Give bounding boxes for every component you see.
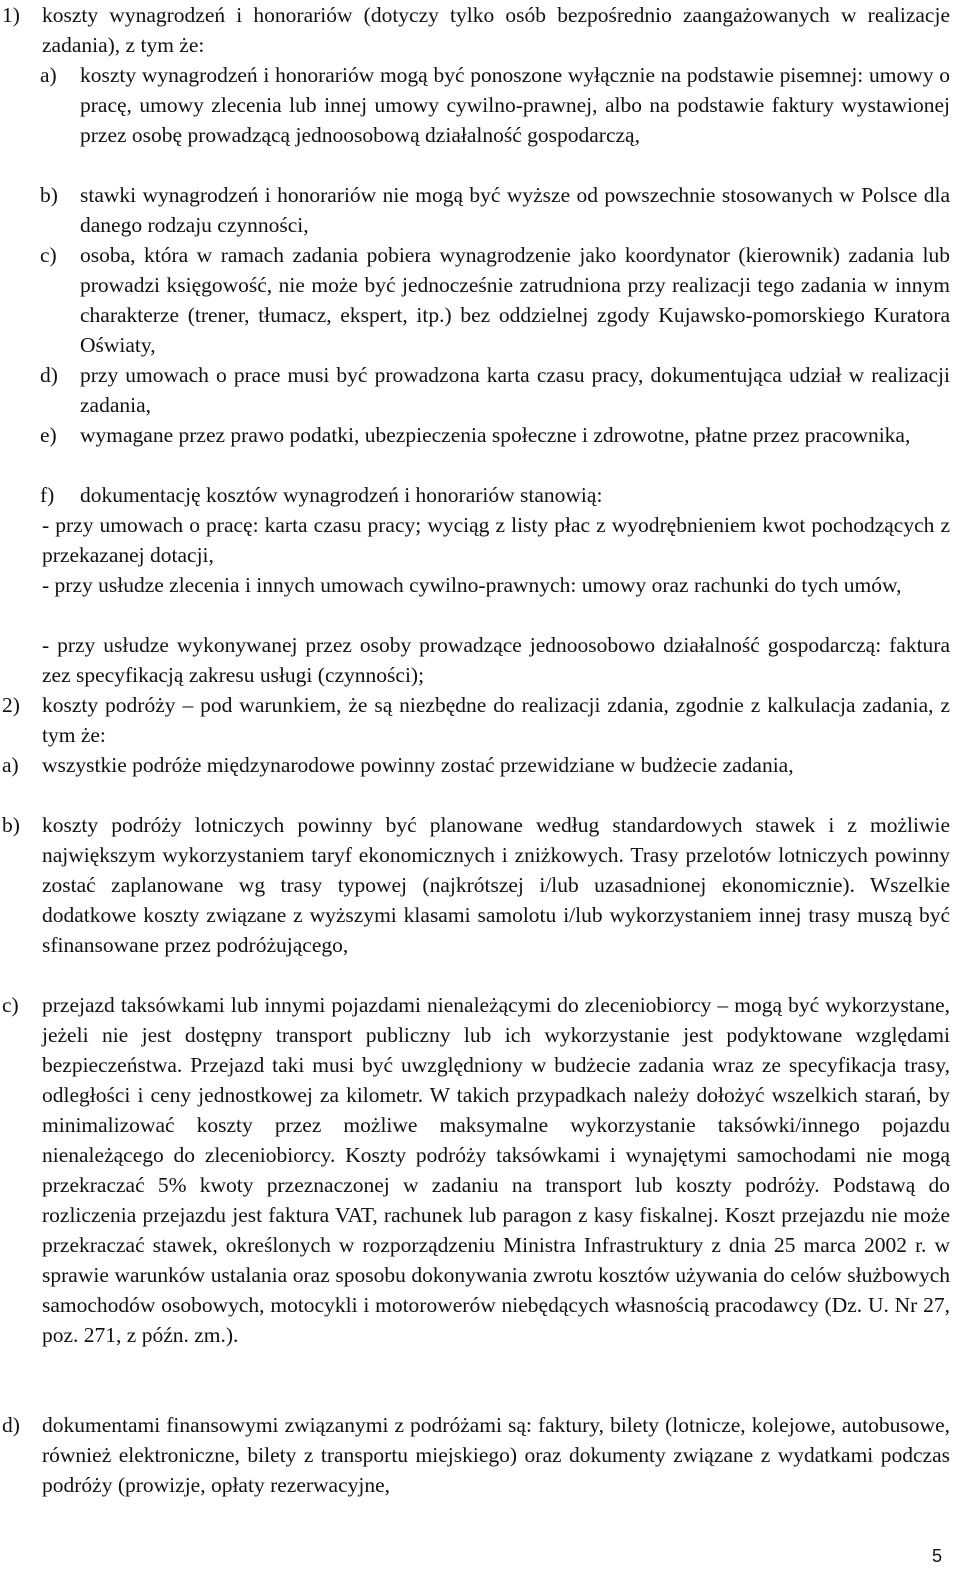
item-marker: a) bbox=[2, 753, 19, 777]
item-marker: f) bbox=[40, 483, 55, 507]
item-text: osoba, która w ramach zadania pobiera wynagrodzenie jako koordynator (kierownik) zadania lub prowadzi księgowość, nie może być jednocześnie zatrudniona przy realizacji tego zadania w innym charakterze (trener, tłumacz, ekspert, itp.) bez oddzielnej zgody Kujawsko-pomorskiego Kuratora Oświaty, bbox=[80, 243, 950, 357]
section-2-item-d bbox=[2, 1410, 950, 1500]
item-text: dokumentację kosztów wynagrodzeń i honorariów stanowią: bbox=[80, 483, 603, 507]
section-1-item-e bbox=[40, 420, 950, 450]
item-text: przejazd taksówkami lub innymi pojazdami nienależącymi do zleceniobiorcy – mogą być wykorzystane, jeżeli nie jest dostępny transport publiczny lub ich wykorzystanie jest podyktowane względami bezpieczeństwa. Przejazd taki musi być uwzględniony w budżecie zadania wraz ze specyfikacja trasy, odległości i ceny jednostkowej za kilometr. W takich przypadkach należy dołożyć wszelkich starań, by minimalizować koszty przez możliwe maksymalne wykorzystanie taksówki/innego pojazdu nienależącego do zleceniobiorcy. Koszty podróży taksówkami i wynajętymi samochodami nie mogą przekraczać 5% kwoty przeznaczonej w zadaniu na transport lub koszty podróży. Podstawą do rozliczenia przejazdu jest faktura VAT, rachunek lub paragon z kasy fiskalnej. Koszt przejazdu nie może przekraczać stawek, określonych w rozporządzeniu Ministra Infrastruktury z dnia 25 marca 2002 r. w sprawie warunków ustalania oraz sposobu dokonywania zwrotu kosztów używania do celów służbowych samochodów osobowych, motocykli i motorowerów niebędących własnością pracodawcy (Dz. U. Nr 27, poz. 271, z późn. zm.). bbox=[42, 993, 950, 1347]
item-marker: b) bbox=[2, 813, 20, 837]
item-text: dokumentami finansowymi związanymi z podróżami są: faktury, bilety (lotnicze, kolejowe, autobusowe, również elektroniczne, bilety z transportu miejskiego) oraz dokumenty związane z wydatkami podczas podróży (prowizje, opłaty rezerwacyjne, bbox=[42, 1413, 950, 1497]
section-2-text: koszty podróży – pod warunkiem, że są niezbędne do realizacji zdania, zgodnie z kalkulacja zadania, z tym że: bbox=[42, 693, 950, 747]
section-2 bbox=[2, 690, 950, 750]
item-marker: d) bbox=[40, 363, 58, 387]
dash-item-1: - przy umowach o pracę: karta czasu pracy; wyciąg z listy płac z wyodrębnieniem kwot pochodzących z przekazanej dotacji, bbox=[42, 513, 950, 567]
item-text: stawki wynagrodzeń i honorariów nie mogą być wyższe od powszechnie stosowanych w Polsce dla danego rodzaju czynności, bbox=[80, 183, 950, 237]
section-1-item-c bbox=[40, 240, 950, 360]
section-1-text: koszty wynagrodzeń i honorariów (dotyczy tylko osób bezpośrednio zaangażowanych w realizacje zadania), z tym że: bbox=[42, 3, 950, 57]
section-2-item-b bbox=[2, 810, 950, 960]
section-1-item-b bbox=[40, 180, 950, 240]
item-text: koszty wynagrodzeń i honorariów mogą być ponoszone wyłącznie na podstawie pisemnej: umowy o pracę, umowy zlecenia lub innej umowy cywilno-prawnej, albo na podstawie faktury wystawionej przez osobę prowadzącą jednoosobową działalność gospodarczą, bbox=[80, 63, 950, 147]
item-marker: e) bbox=[40, 423, 57, 447]
section-2-marker: 2) bbox=[2, 693, 20, 717]
item-marker: c) bbox=[40, 243, 57, 267]
section-2-item-a bbox=[2, 750, 950, 780]
item-marker: d) bbox=[2, 1413, 20, 1437]
section-2-item-c bbox=[2, 990, 950, 1350]
item-text: wymagane przez prawo podatki, ubezpieczenia społeczne i zdrowotne, płatne przez pracownika, bbox=[80, 423, 911, 447]
section-1-item-f bbox=[40, 480, 950, 510]
dash-item-3: - przy usłudze wykonywanej przez osoby prowadzące jednoosobowo działalność gospodarczą: faktura zez specyfikacją zakresu usługi (czynności); bbox=[42, 633, 950, 687]
item-marker: a) bbox=[40, 63, 57, 87]
section-1-item-d bbox=[40, 360, 950, 420]
dash-item-2: - przy usłudze zlecenia i innych umowach cywilno-prawnych: umowy oraz rachunki do tych umów, bbox=[42, 573, 902, 597]
section-1-item-a bbox=[40, 60, 950, 150]
page-number: 5 bbox=[931, 1546, 942, 1566]
section-1 bbox=[2, 0, 950, 60]
item-text: koszty podróży lotniczych powinny być planowane według standardowych stawek i z możliwie największym wykorzystaniem taryf ekonomicznych i zniżkowych. Trasy przelotów lotniczych powinny zostać zaplanowane wg trasy typowej (najkrótszej i/lub uzasadnionej ekonomicznie). Wszelkie dodatkowe koszty związane z wyższymi klasami samolotu i/lub wykorzystaniem innej trasy muszą być sfinansowane przez podróżującego, bbox=[42, 813, 950, 957]
item-marker: c) bbox=[2, 993, 19, 1017]
item-text: wszystkie podróże międzynarodowe powinny zostać przewidziane w budżecie zadania, bbox=[42, 753, 794, 777]
item-marker: b) bbox=[40, 183, 58, 207]
item-text: przy umowach o prace musi być prowadzona karta czasu pracy, dokumentująca udział w realizacji zadania, bbox=[80, 363, 950, 417]
section-1-marker: 1) bbox=[2, 3, 20, 27]
